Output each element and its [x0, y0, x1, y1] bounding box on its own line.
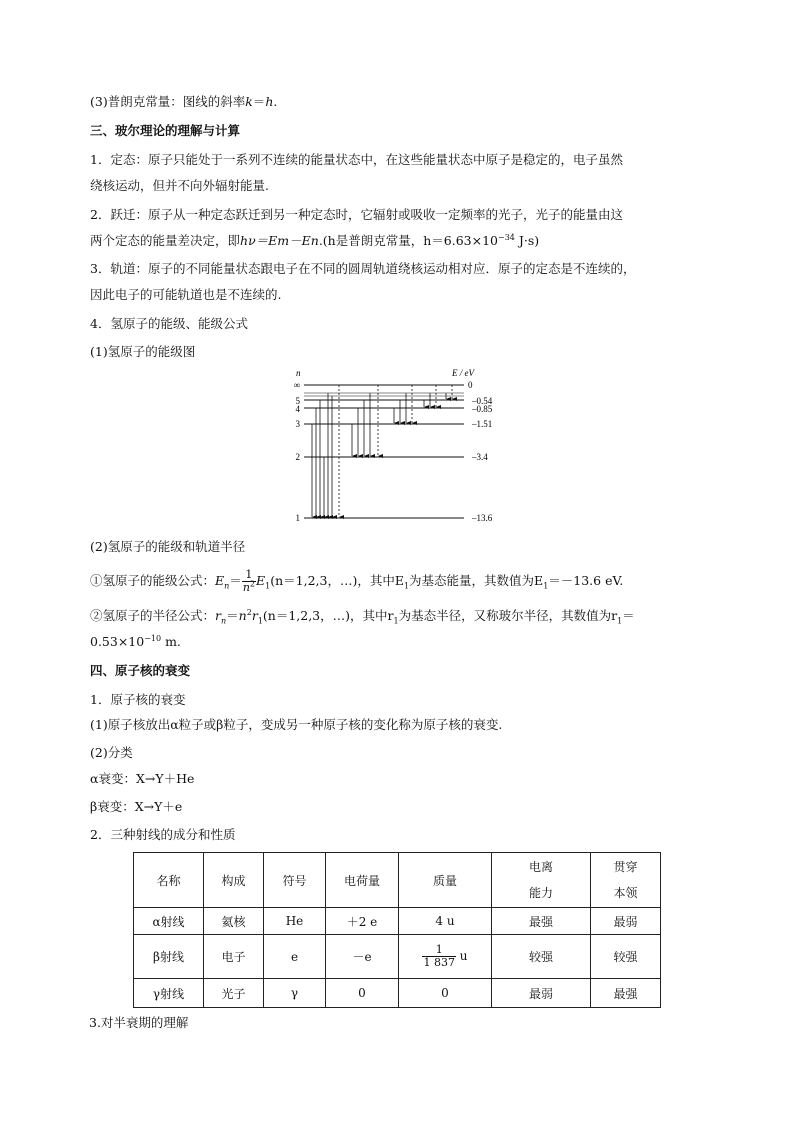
energy-formula: ①氢原子的能级公式：$E_n=$ $\frac{1}{n^2}$ $E_1(n=1,2,3$，…)，其中$E_1$为基态能量，其数值为$E_1=-13.6$ eV. [90, 568, 624, 594]
table-header-row [134, 853, 661, 908]
section-three-heading: 三、玻尔理论的理解与计算 [90, 123, 241, 138]
n-axis-label: n [296, 368, 301, 378]
table-row: β射线 电子 e －e $\frac{1}{1 837}$ u 较强 较强 [134, 935, 661, 979]
level-n-5: 5 [295, 396, 300, 406]
level-e-2: –3.4 [472, 452, 488, 462]
level-n-1: 1 [295, 513, 300, 523]
beta-decay: β衰变：X→Y＋e [90, 799, 183, 814]
table-row: α射线 氦核 He ＋2 e 4 u 最强 最弱 [134, 908, 661, 935]
transition-line2: 两个定态的能量差决定，即hν＝Em－En.(h是普朗克常量，$h=6.63\times 10^{-34}$ J·s) [90, 232, 540, 248]
radius-formula: ②氢原子的半径公式：$r_n=n^2r_1(n=1,2,3$，…)，其中$r_1$为基态半径，又称玻尔半径，其数值为$r_1=$ [90, 607, 635, 626]
decay-classification: (2)分类 [90, 745, 133, 760]
level-e-3: –1.51 [472, 419, 493, 429]
energy-level-heading: 4．氢原子的能级、能级公式 [90, 316, 248, 331]
level-n-3: 3 [295, 419, 300, 429]
header-charge: 电荷量 [326, 853, 399, 908]
level-e-4: –0.85 [472, 404, 493, 414]
alpha-decay: α衰变：X→Y＋He [90, 771, 195, 786]
header-symbol: 符号 [264, 853, 326, 908]
planck-line: (3)普朗克常量：图线的斜率k＝h. [90, 94, 278, 109]
orbit-line1: 3．轨道：原子的不同能量状态跟电子在不同的圆周轨道绕核运动相对应．原子的定态是不连续的， [90, 261, 636, 276]
rays-table [133, 852, 661, 1008]
level-radius-caption: (2)氢原子的能级和轨道半径 [90, 539, 246, 554]
level-e-1: –13.6 [472, 513, 493, 523]
header-composition: 构成 [204, 853, 264, 908]
stationary-state-line1: 1．定态：原子只能处于一系列不连续的能量状态中，在这些能量状态中原子是稳定的，电子虽然 [90, 152, 623, 167]
level-n-2: 2 [295, 452, 300, 462]
decay-definition: (1)原子核放出α粒子或β粒子，变成另一种原子核的变化称为原子核的衰变. [90, 717, 503, 732]
header-penetration: 贯穿 本领 [591, 853, 661, 908]
hydrogen-energy-level-diagram [286, 364, 506, 528]
level-e-inf: 0 [468, 380, 473, 390]
stationary-state-line2: 绕核运动，但并不向外辐射能量. [90, 178, 269, 193]
table-row: γ射线 光子 γ 0 0 最弱 最强 [134, 979, 661, 1008]
half-life-heading: 3.对半衰期的理解 [89, 1015, 189, 1030]
rays-heading: 2．三种射线的成分和性质 [90, 827, 236, 842]
transition-line1: 2．跃迁：原子从一种定态跃迁到另一种定态时，它辐射或吸收一定频率的光子，光子的能量由这 [90, 207, 623, 222]
decay-heading: 1．原子核的衰变 [90, 692, 186, 707]
e-axis-label: E / eV [452, 368, 474, 378]
header-name: 名称 [134, 853, 204, 908]
header-ionization: 电离 能力 [492, 853, 591, 908]
orbit-line2: 因此电子的可能轨道也是不连续的. [90, 287, 282, 302]
header-mass: 质量 [399, 853, 492, 908]
level-n-4: 4 [295, 404, 300, 414]
radius-value: $0.53\times 10^{-10}$ m. [90, 633, 181, 649]
section-four-heading: 四、原子核的衰变 [90, 663, 191, 678]
energy-diagram-caption: (1)氢原子的能级图 [90, 344, 196, 359]
level-e-5: –0.54 [472, 396, 493, 406]
level-n-inf: ∞ [293, 380, 300, 390]
